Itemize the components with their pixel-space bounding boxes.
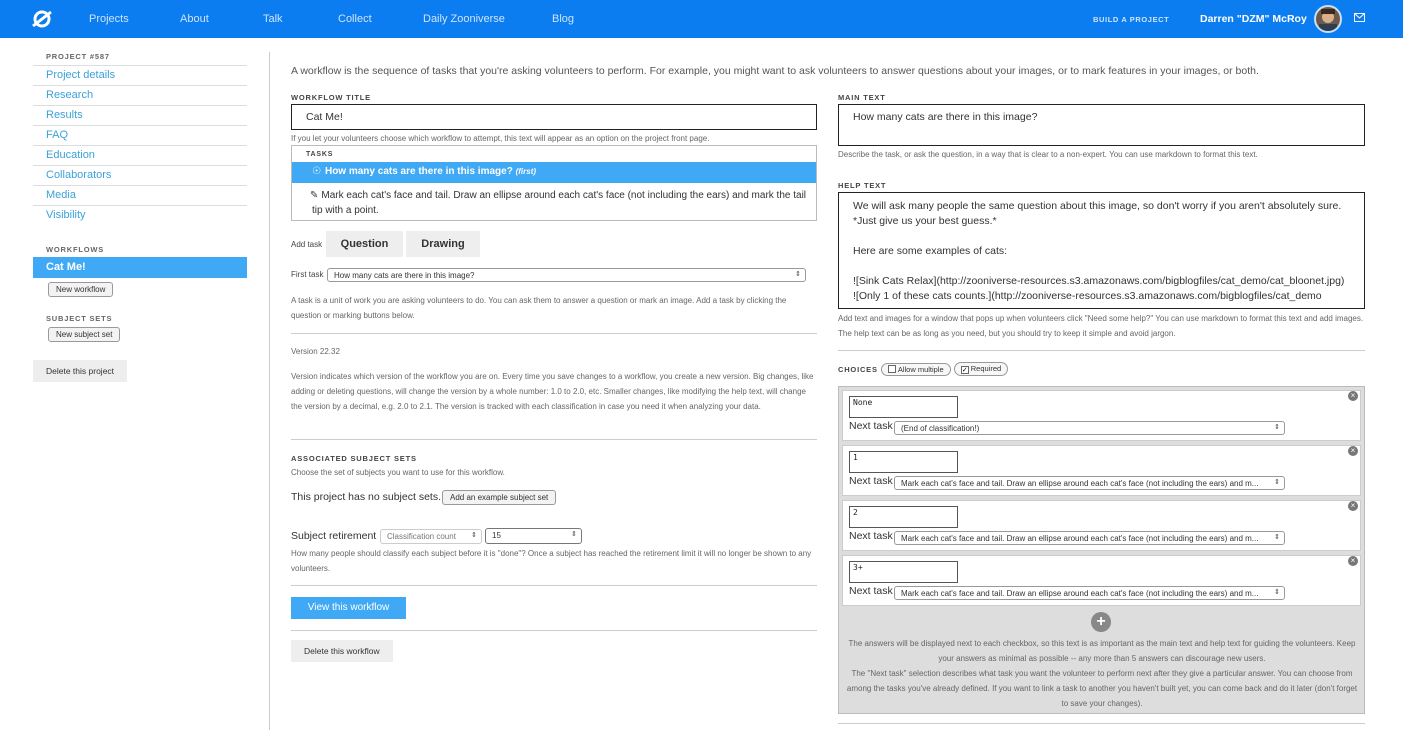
select-arrow-icon: ⇕ xyxy=(1274,479,1280,486)
close-icon[interactable]: × xyxy=(1348,501,1358,511)
sidebar-item-education[interactable]: Education xyxy=(33,145,247,165)
divider xyxy=(838,723,1365,724)
choice-item xyxy=(842,555,1361,606)
subject-retirement-label: Subject retirement xyxy=(291,530,377,542)
help-text-label: HELP TEXT xyxy=(838,181,887,190)
close-icon[interactable]: × xyxy=(1348,391,1358,401)
choices-note-answers: The answers will be displayed next to each checkbox, so this text is as important as the main text and help text for guiding the volunteers. Keep your answers as minimal as possible -- any more than 5 answers can discourage new users. xyxy=(848,639,1356,663)
next-task-label: Next task xyxy=(849,530,893,542)
add-drawing-button[interactable]: Drawing xyxy=(406,231,480,257)
radio-target-icon: ☉ xyxy=(312,166,321,177)
choices-header xyxy=(838,362,1008,376)
retirement-note: How many people should classify each subject before it is "done"? Once a subject has reached the retirement limit it will no longer be shown to any volunteers. xyxy=(291,549,812,573)
no-subject-sets-text: This project has no subject sets. xyxy=(291,491,441,503)
workflow-title-input[interactable]: Cat Me! xyxy=(291,104,817,130)
delete-project-button[interactable]: Delete this project xyxy=(33,360,127,382)
user-name[interactable]: Darren "DZM" McRoy xyxy=(1200,13,1307,25)
task-item-question-label: How many cats are there in this image? xyxy=(324,166,513,177)
sidebar-item-faq[interactable]: FAQ xyxy=(33,125,247,145)
next-task-label: Next task xyxy=(849,420,893,432)
sidebar-item-media[interactable]: Media xyxy=(33,185,247,205)
help-text-textarea[interactable]: We will ask many people the same question about this image, so don't worry if you aren't absolutely sure. *Just give us your best guess.* Here are some examples of cats: ![Sink Cats Relax](http://zooniverse-resources.s3.amazonaws.com/bigblogfiles/cat_demo/cat_bloonet.jpg) ![Only 1 of these cats counts.](http://zooniverse-resources.s3.amazonaws.com/bigblogfiles/cat_demo xyxy=(838,192,1365,309)
nav-link-talk[interactable]: Talk xyxy=(263,13,283,25)
avatar[interactable] xyxy=(1314,5,1342,33)
first-task-select[interactable] xyxy=(327,268,806,282)
divider xyxy=(291,585,817,586)
allow-multiple-label: Allow multiple xyxy=(897,364,944,374)
stepper-arrows-icon[interactable]: ⇕ xyxy=(571,531,577,538)
view-workflow-button[interactable]: View this workflow xyxy=(291,597,406,619)
pencil-icon: ✎ xyxy=(310,190,319,201)
required-label: Required xyxy=(970,364,1002,373)
top-navigation xyxy=(0,0,1403,38)
retirement-count-value: 15 xyxy=(492,531,501,540)
sidebar xyxy=(33,52,247,382)
next-task-select[interactable] xyxy=(894,476,1285,490)
version-note: Version indicates which version of the workflow you are on. Every time you save changes to a workflow, you create a new version. Big changes, like adding or deleting questions, will change the version by a whole number: 1.0 to 2.0, etc. Smaller changes, like modifying the help text, will change the version by a decimal, e.g. 2.0 to 2.1. The version is tracked with each classification in case you need it when analyzing your data. xyxy=(291,372,814,411)
next-task-select[interactable] xyxy=(894,586,1285,600)
sidebar-item-project-details[interactable]: Project details xyxy=(33,65,247,85)
choice-item xyxy=(842,390,1361,441)
zooniverse-logo-icon[interactable] xyxy=(31,8,53,30)
choices-note xyxy=(843,636,1361,711)
allow-multiple-toggle[interactable] xyxy=(881,363,951,376)
add-choice-plus-icon[interactable]: + xyxy=(1091,612,1111,632)
divider xyxy=(838,350,1365,351)
next-task-select[interactable] xyxy=(894,421,1285,435)
first-task-label: First task xyxy=(291,270,324,279)
task-item-drawing[interactable] xyxy=(312,188,812,218)
task-note: A task is a unit of work you are asking volunteers to do. You can ask them to answer a question or mark an image. Add a task by clicking the question or marking buttons below. xyxy=(291,296,787,320)
add-task-label: Add task xyxy=(291,240,323,249)
main-text-textarea[interactable]: How many cats are there in this image? xyxy=(838,104,1365,146)
subject-sets-heading: SUBJECT SETS xyxy=(46,314,113,323)
next-task-value: Mark each cat's face and tail. Draw an ellipse around each cat's face (not including the ears) and m... xyxy=(901,479,1259,488)
sidebar-item-collaborators[interactable]: Collaborators xyxy=(33,165,247,185)
select-arrow-icon: ⇕ xyxy=(1274,424,1280,431)
workflow-title-note: If you let your volunteers choose which workflow to attempt, this text will appear as an option on the project front page. xyxy=(291,134,710,143)
workflow-intro-text: A workflow is the sequence of tasks that you're asking volunteers to perform. For example, you might want to ask volunteers to answer questions about your images, or to mark features in your images, or both. xyxy=(291,65,1259,77)
mail-icon[interactable] xyxy=(1354,13,1365,22)
nav-link-daily-zooniverse[interactable]: Daily Zooniverse xyxy=(423,13,505,25)
retirement-count-stepper[interactable] xyxy=(485,528,582,544)
main-text-label: MAIN TEXT xyxy=(838,93,886,102)
workflow-title-label: WORKFLOW TITLE xyxy=(291,93,371,102)
choice-answer-input[interactable]: 3+ xyxy=(849,561,958,583)
main-text-note: Describe the task, or ask the question, in a way that is clear to a non-expert. You can use markdown to format this text. xyxy=(838,150,1258,159)
checkbox-icon xyxy=(888,365,896,373)
choice-answer-input[interactable]: None xyxy=(849,396,958,418)
version-number: Version 22.32 xyxy=(291,347,340,356)
first-task-marker: (first) xyxy=(515,167,537,176)
retirement-criteria-value: Classification count xyxy=(387,532,456,541)
delete-workflow-button[interactable]: Delete this workflow xyxy=(291,640,393,662)
associated-subject-sets-label: ASSOCIATED SUBJECT SETS xyxy=(291,454,417,463)
nav-link-blog[interactable]: Blog xyxy=(552,13,575,25)
nav-link-collect[interactable]: Collect xyxy=(338,13,372,25)
task-item-question[interactable] xyxy=(292,162,816,183)
choices-note-next-task: The "Next task" selection describes what task you want the volunteer to perform next after they give a particular answer. You can choose from among the tasks you've already defined. If you want to link a task to another you haven't built yet, you can come back and do it later (don't forget to save your changes). xyxy=(846,669,1358,708)
close-icon[interactable]: × xyxy=(1348,556,1358,566)
nav-link-projects[interactable]: Projects xyxy=(89,13,129,25)
next-task-select[interactable] xyxy=(894,531,1285,545)
column-divider xyxy=(269,52,270,730)
next-task-value: (End of classification!) xyxy=(901,424,980,433)
next-task-label: Next task xyxy=(849,475,893,487)
nav-link-about[interactable]: About xyxy=(180,13,209,25)
select-arrow-icon: ⇕ xyxy=(1274,589,1280,596)
choice-item xyxy=(842,445,1361,496)
new-workflow-button[interactable]: New workflow xyxy=(48,282,113,297)
divider xyxy=(291,333,817,334)
select-arrow-icon: ⇕ xyxy=(471,532,477,539)
next-task-value: Mark each cat's face and tail. Draw an ellipse around each cat's face (not including the ears) and m... xyxy=(901,534,1259,543)
add-example-subject-set-button[interactable]: Add an example subject set xyxy=(442,490,556,505)
choices-panel xyxy=(838,386,1365,714)
choice-item xyxy=(842,500,1361,551)
sidebar-item-research[interactable]: Research xyxy=(33,85,247,105)
tasks-list xyxy=(291,145,817,221)
help-text-note: Add text and images for a window that pops up when volunteers click "Need some help?" You can use markdown to format this text and add images. The help text can be as long as you need, but you should try to keep it simple and avoid jargon. xyxy=(838,314,1364,338)
add-question-button[interactable]: Question xyxy=(326,231,403,257)
choices-label: CHOICES xyxy=(838,364,878,374)
sidebar-item-visibility[interactable]: Visibility xyxy=(33,205,247,225)
choice-answer-input[interactable]: 1 xyxy=(849,451,958,473)
sidebar-item-results[interactable]: Results xyxy=(33,105,247,125)
choice-answer-input[interactable]: 2 xyxy=(849,506,958,528)
workflows-heading: WORKFLOWS xyxy=(46,245,105,254)
retirement-criteria-select[interactable] xyxy=(380,529,482,544)
select-arrow-icon: ⇕ xyxy=(1274,534,1280,541)
divider xyxy=(291,439,817,440)
tasks-label: TASKS xyxy=(306,151,334,158)
associated-subject-sets-note: Choose the set of subjects you want to use for this workflow. xyxy=(291,468,505,477)
project-number-heading: PROJECT #587 xyxy=(46,52,110,61)
next-task-value: Mark each cat's face and tail. Draw an ellipse around each cat's face (not including the ears) and m... xyxy=(901,589,1259,598)
first-task-select-value: How many cats are there in this image? xyxy=(334,271,475,280)
new-subject-set-button[interactable]: New subject set xyxy=(48,327,120,342)
divider xyxy=(291,630,817,631)
next-task-label: Next task xyxy=(849,585,893,597)
task-item-drawing-label: Mark each cat's face and tail. Draw an ellipse around each cat's face (not including the ears) and mark the tail tip with a point. xyxy=(312,190,807,216)
sidebar-item-workflow-cat-me[interactable]: Cat Me! xyxy=(33,257,247,278)
checkbox-checked-icon: ✓ xyxy=(961,367,968,374)
close-icon[interactable]: × xyxy=(1348,446,1358,456)
select-arrow-icon: ⇕ xyxy=(795,271,801,278)
required-toggle[interactable] xyxy=(954,362,1008,376)
build-project-link[interactable]: BUILD A PROJECT xyxy=(1093,15,1170,24)
